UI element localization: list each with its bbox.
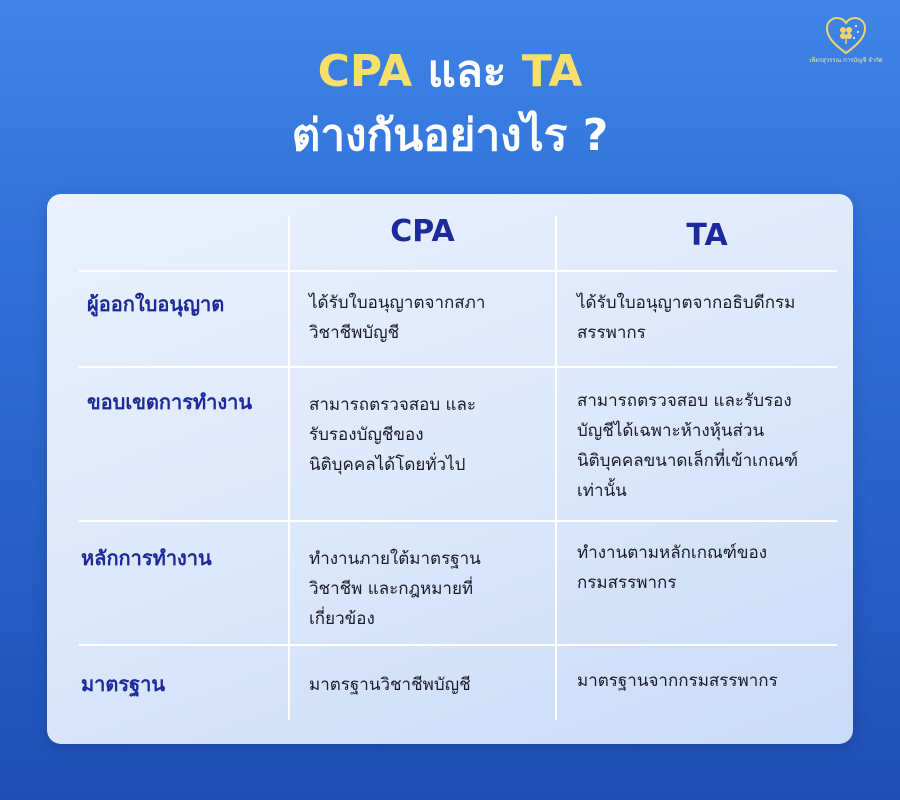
title-cpa: CPA bbox=[317, 46, 413, 97]
row-label-scope: ขอบเขตการทำงาน bbox=[87, 390, 253, 414]
cell-ta-standard: มาตรฐานจากกรมสรรพากร bbox=[577, 671, 778, 691]
row-divider bbox=[79, 366, 837, 368]
cell-ta-scope: สามารถตรวจสอบ และรับรอง บัญชีได้เฉพาะห้างหุ้นส่วน นิติบุคคลขนาดเล็กที่เข้าเกณฑ์ เท่านั้น bbox=[577, 391, 799, 501]
row-divider bbox=[79, 644, 837, 646]
row-divider bbox=[79, 270, 837, 272]
title-and: และ bbox=[427, 46, 507, 97]
cell-ta-licensor: ได้รับใบอนุญาตจากอธิบดีกรม สรรพากร bbox=[577, 293, 796, 343]
row-label-licensor: ผู้ออกใบอนุญาต bbox=[87, 292, 225, 316]
cell-cpa-standard: มาตรฐานวิชาชีพบัญชี bbox=[309, 675, 471, 695]
cell-cpa-scope: สามารถตรวจสอบ และ รับรองบัญชีของ นิติบุคคลได้โดยทั่วไป bbox=[309, 395, 477, 475]
column-header-ta: TA bbox=[686, 218, 728, 253]
page-title-line1 bbox=[0, 44, 900, 100]
logo-text: เพียรสุวรรณ การบัญชี จำกัด bbox=[809, 57, 883, 64]
page-title-line2: ต่างกันอย่างไร ? bbox=[291, 110, 609, 161]
row-label-principle: หลักการทำงาน bbox=[81, 546, 212, 570]
cell-cpa-licensor: ได้รับใบอนุญาตจากสภา วิชาชีพบัญชี bbox=[309, 293, 486, 343]
cell-ta-principle: ทำงานตามหลักเกณฑ์ของ กรมสรรพากร bbox=[577, 543, 768, 593]
column-header-cpa: CPA bbox=[390, 214, 455, 249]
row-label-standard: มาตรฐาน bbox=[81, 672, 166, 696]
row-divider bbox=[79, 520, 837, 522]
title-ta: TA bbox=[521, 46, 583, 97]
comparison-table bbox=[47, 194, 853, 744]
cell-cpa-principle: ทำงานภายใต้มาตรฐาน วิชาชีพ และกฎหมายที่ เกี่ยวข้อง bbox=[309, 549, 481, 629]
